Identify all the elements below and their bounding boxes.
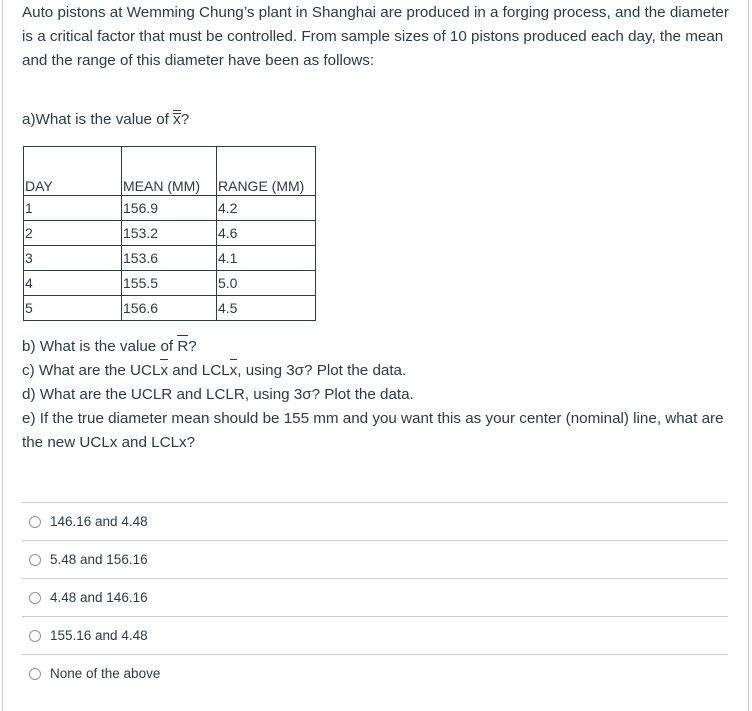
cell-day bbox=[24, 296, 122, 321]
cell-range-text: 4.5 bbox=[218, 300, 238, 316]
part-c-question bbox=[22, 359, 734, 383]
answer-option[interactable] bbox=[22, 578, 728, 616]
part-b-question bbox=[22, 335, 734, 359]
cell-mean bbox=[122, 271, 217, 296]
part-c-mid: and LCL bbox=[168, 362, 230, 379]
table-row bbox=[24, 246, 316, 271]
cell-range bbox=[217, 221, 316, 246]
answer-option[interactable] bbox=[22, 616, 728, 654]
cell-day-text: 2 bbox=[25, 225, 33, 241]
cell-mean bbox=[122, 196, 217, 221]
cell-range bbox=[217, 271, 316, 296]
answer-label: 155.16 and 4.48 bbox=[50, 628, 148, 643]
answer-option[interactable] bbox=[22, 502, 728, 540]
answer-label: 5.48 and 156.16 bbox=[50, 552, 148, 567]
answer-label: 146.16 and 4.48 bbox=[50, 514, 148, 529]
part-d-question: d) What are the UCLR and LCLR, using 3σ? Plot the data. bbox=[22, 386, 414, 403]
cell-mean-text: 155.5 bbox=[123, 275, 159, 291]
radio-button-icon[interactable] bbox=[29, 554, 41, 566]
answer-option[interactable] bbox=[22, 654, 728, 692]
table-header-row bbox=[24, 147, 316, 196]
cell-range bbox=[217, 296, 316, 321]
cell-day bbox=[24, 196, 122, 221]
table-row bbox=[24, 296, 316, 321]
radio-button-icon[interactable] bbox=[29, 592, 41, 604]
part-a-question bbox=[22, 110, 189, 130]
cell-mean-text: 153.2 bbox=[123, 225, 159, 241]
cell-mean-text: 156.9 bbox=[123, 200, 159, 216]
x-bar-symbol: x bbox=[230, 359, 238, 383]
radio-button-icon[interactable] bbox=[29, 630, 41, 642]
cell-day bbox=[24, 271, 122, 296]
part-c-suffix: , using 3σ? Plot the data. bbox=[237, 362, 407, 379]
answer-label: None of the above bbox=[50, 666, 161, 681]
part-e-question: e) If the true diameter mean should be 155 mm and you want this as your center (nominal) line, what are the new UCLx and LCLx? bbox=[22, 410, 724, 451]
cell-range-text: 4.6 bbox=[218, 225, 238, 241]
cell-range-text: 5.0 bbox=[218, 275, 238, 291]
header-day: DAY bbox=[24, 147, 122, 196]
cell-mean bbox=[122, 221, 217, 246]
cell-range bbox=[217, 196, 316, 221]
part-c-prefix: c) What are the UCL bbox=[22, 362, 161, 379]
r-bar-symbol: R bbox=[177, 335, 188, 359]
cell-mean-text: 153.6 bbox=[123, 250, 159, 266]
cell-mean bbox=[122, 246, 217, 271]
header-mean: MEAN (MM) bbox=[122, 147, 217, 196]
header-range: RANGE (MM) bbox=[217, 147, 316, 196]
part-a-prefix: a)What is the value of bbox=[22, 111, 174, 128]
part-b-prefix: b) What is the value of bbox=[22, 338, 178, 355]
question-parts bbox=[22, 335, 734, 455]
cell-range-text: 4.2 bbox=[218, 200, 238, 216]
cell-range bbox=[217, 246, 316, 271]
cell-day bbox=[24, 246, 122, 271]
data-table bbox=[23, 146, 316, 321]
cell-day-text: 5 bbox=[25, 300, 33, 316]
cell-day bbox=[24, 221, 122, 246]
x-double-bar-symbol: x bbox=[173, 111, 181, 128]
table-row bbox=[24, 221, 316, 246]
question-intro: Auto pistons at Wemming Chung’s plant in Shanghai are produced in a forging process, and the diameter is a critical factor that must be controlled. From sample sizes of 10 pistons produced each day, the mean and the range of this diameter have been as follows: bbox=[22, 4, 729, 69]
radio-button-icon[interactable] bbox=[29, 516, 41, 528]
cell-mean-text: 156.6 bbox=[123, 300, 159, 316]
cell-range-text: 4.1 bbox=[218, 250, 238, 266]
cell-day-text: 3 bbox=[25, 250, 33, 266]
cell-day-text: 4 bbox=[25, 275, 33, 291]
radio-button-icon[interactable] bbox=[29, 668, 41, 680]
part-a-suffix: ? bbox=[180, 111, 190, 128]
cell-mean bbox=[122, 296, 217, 321]
x-bar-symbol: x bbox=[160, 359, 168, 383]
cell-day-text: 1 bbox=[25, 200, 33, 216]
answer-list bbox=[22, 502, 728, 692]
table-row bbox=[24, 271, 316, 296]
answer-label: 4.48 and 146.16 bbox=[50, 590, 148, 605]
table-row bbox=[24, 196, 316, 221]
part-b-suffix: ? bbox=[188, 338, 197, 355]
answer-option[interactable] bbox=[22, 540, 728, 578]
